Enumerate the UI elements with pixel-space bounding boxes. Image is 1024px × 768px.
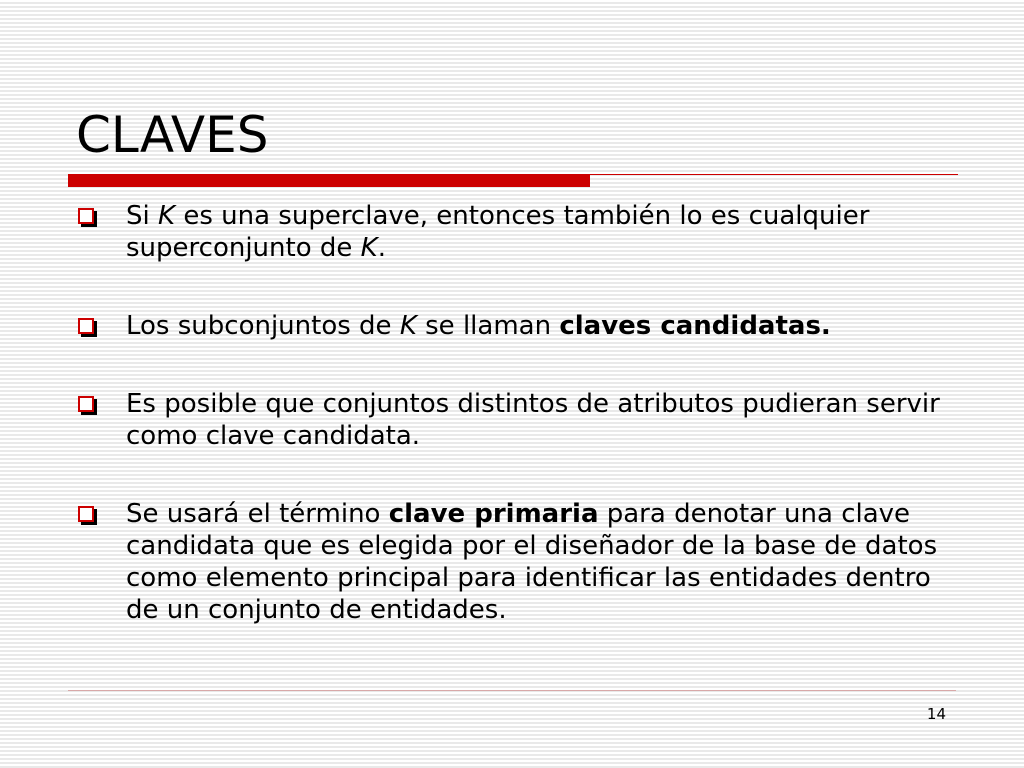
bullet-text-segment: Los subconjuntos de	[126, 311, 400, 341]
bullet-item	[78, 498, 968, 626]
bullet-text-segment: Si	[126, 201, 158, 231]
term-clave-primaria: clave primaria	[388, 499, 599, 529]
bullet-text-segment: Es posible que conjuntos distintos de atributos pudieran servir como clave candidata.	[126, 389, 940, 451]
bullet-item	[78, 200, 968, 264]
hollow-square-bullet-icon	[78, 208, 94, 224]
bullet-item	[78, 310, 968, 342]
slide-title: CLAVES	[76, 106, 269, 164]
term-claves-candidatas: claves candidatas.	[559, 311, 831, 341]
title-underline-thick	[68, 174, 590, 187]
bullet-item	[78, 388, 968, 452]
title-underline	[68, 174, 958, 188]
bullet-text	[126, 311, 831, 341]
variable-k: K	[360, 233, 378, 263]
page-number: 14	[926, 705, 946, 723]
bullet-text	[126, 389, 940, 451]
hollow-square-bullet-icon	[78, 396, 94, 412]
bullet-text-segment: es una superclave, entonces también lo es cualquier superconjunto de	[126, 201, 870, 263]
variable-k: K	[158, 201, 176, 231]
bullet-text-segment: .	[377, 233, 386, 263]
bullet-list	[78, 200, 968, 626]
title-underline-thin	[590, 174, 958, 175]
bullet-text	[126, 499, 937, 625]
bullet-text	[126, 201, 869, 263]
variable-k: K	[399, 311, 417, 341]
hollow-square-bullet-icon	[78, 318, 94, 334]
bullet-text-segment: se llaman	[416, 311, 560, 341]
bullet-text-segment: Se usará el término	[126, 499, 389, 529]
bullet-text-segment: para denotar una clave candidata que es elegida por el diseñador de la base de datos como elemento principal para identificar las entidades dentro de un conjunto de entidades.	[126, 499, 938, 625]
footer-divider	[68, 690, 956, 691]
hollow-square-bullet-icon	[78, 506, 94, 522]
